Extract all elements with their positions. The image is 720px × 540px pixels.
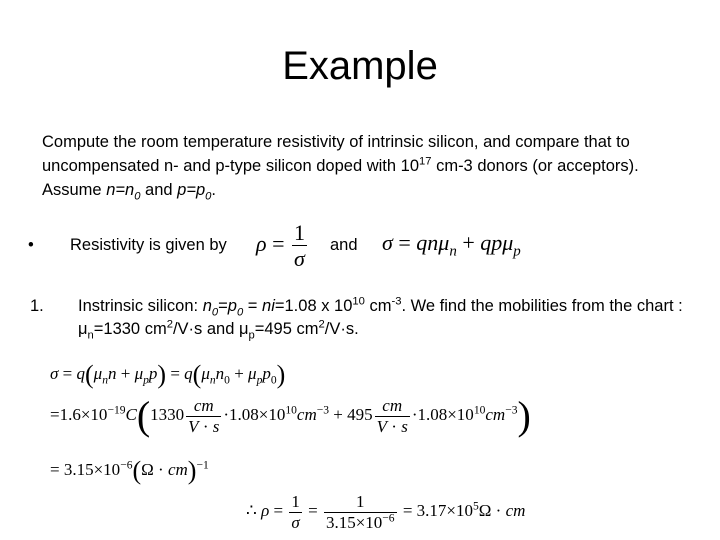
equation-final-result: ∴ ρ = $\frac{1}{\sigma}$ = $\frac{1}{3.15\times 10^{-6}}$ = $3.17\times 10^5\Omega$ · cm	[246, 492, 526, 532]
bullet-text: Resistivity is given by	[70, 236, 227, 254]
equation-derivation-3: = $3.15\times 10^{-6}(\Omega \cdot cm)^{-1}$	[50, 456, 209, 485]
equation-conductivity: σ = qnμ$_n$ + qpμ$_p$	[382, 230, 521, 260]
item-number: 1.	[30, 297, 44, 315]
equation-resistivity: ρ = $\frac{1}{\sigma}$	[256, 220, 305, 272]
slide-title: Example	[282, 44, 438, 88]
bullet-and: and	[330, 236, 358, 254]
item-text: Instrinsic silicon: $n_0=p_0 = ni=1.08$ x $10^{10}$ $cm^{-3}$. We find the mobilities from the chart : $\mu_n=1330$ $cm^2/V\cdot s$ and $\mu_p=495$ $cm^2/V\cdot s$.	[78, 295, 683, 342]
intro-paragraph: Compute the room temperature resistivity of intrinsic silicon, and compare that to uncompensated n- and p-type silicon doped with $10^{17}$ cm-3 donors (or acceptors). Assume $n=n_0$ and $p=p_0$.	[42, 133, 639, 203]
equation-derivation-1: $\sigma = q(\mu_nn + \mu_pp) = q(\mu_nn_0 + \mu_pp_0)$	[50, 360, 286, 389]
bullet-dot: •	[28, 236, 34, 254]
equation-derivation-2: $=1.6\times 10^{-19}C(1330$ $\frac{cm}{V \cdot s}$ $\cdot 1.08\times 10^{10}cm^{-3} + 495$ $\frac{cm}{V \cdot s}$ $\cdot 1.08\times 10^{10}cm^{-3}$)	[50, 393, 531, 439]
